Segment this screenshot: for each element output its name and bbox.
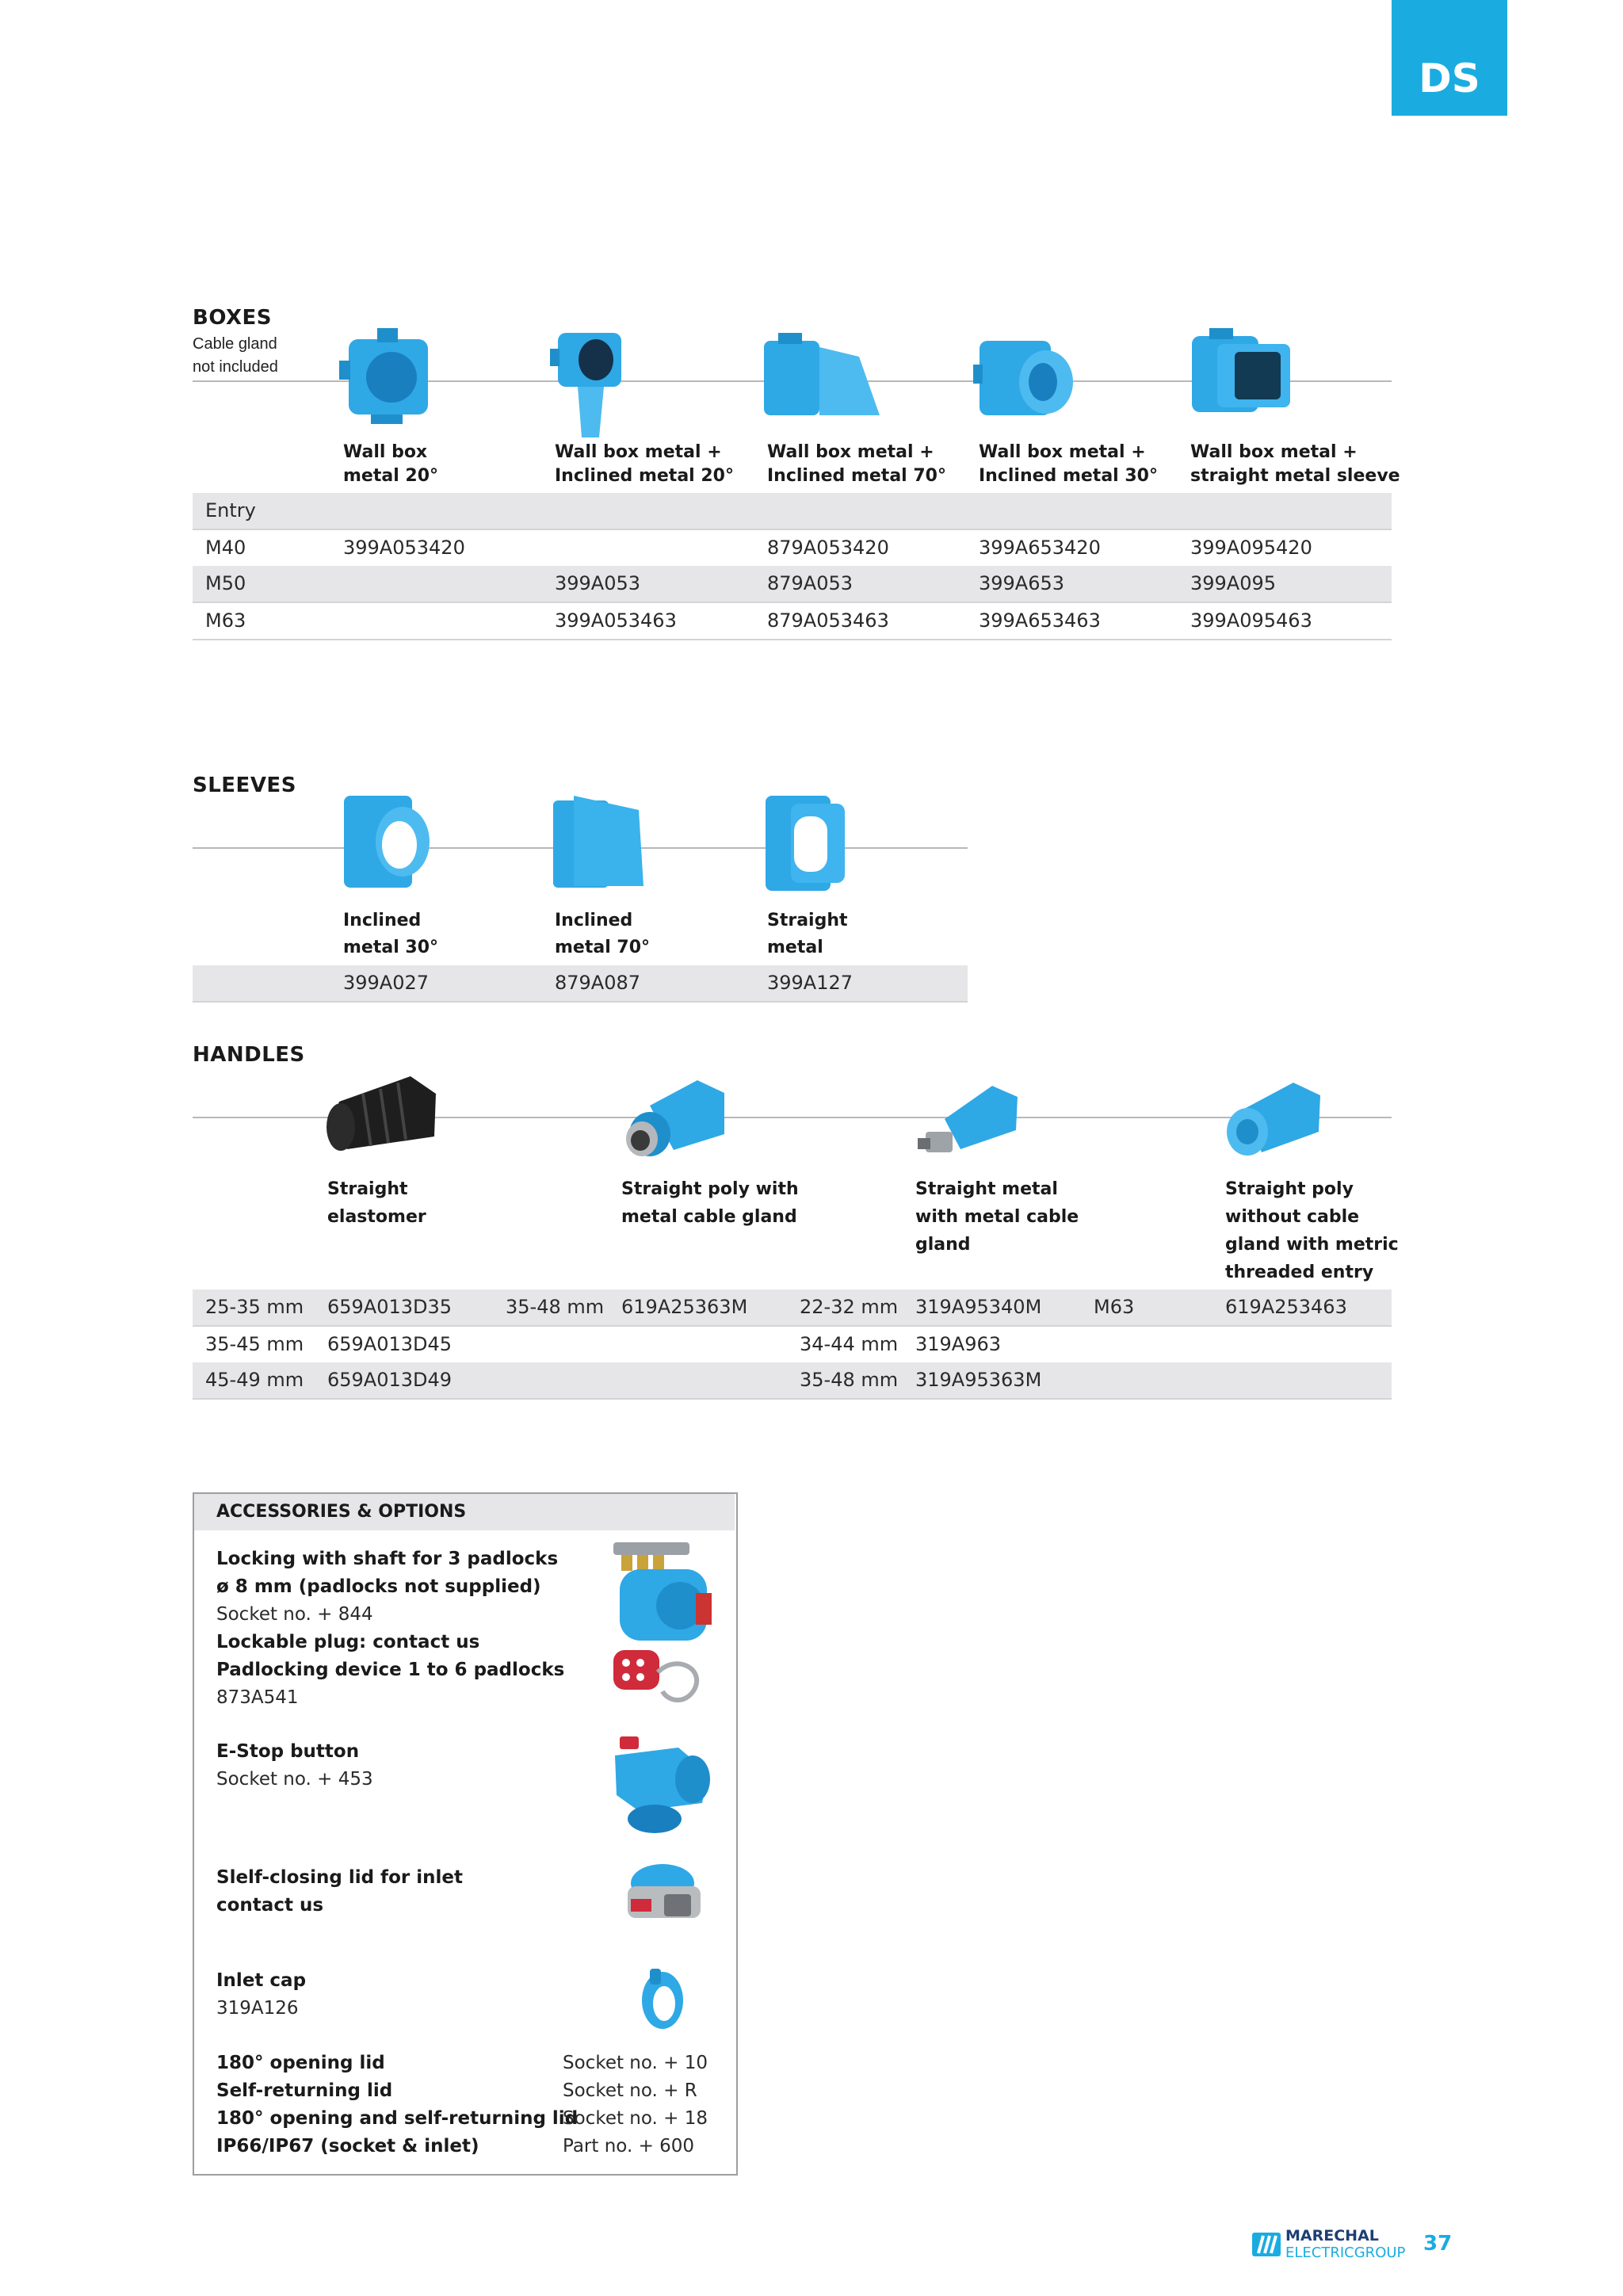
locking-code: Socket no. + 844 xyxy=(216,1604,373,1625)
locking-detail: ø 8 mm (padlocks not supplied) xyxy=(216,1576,541,1597)
table-cell: 879A053463 xyxy=(767,609,889,632)
option-label: IP66/IP67 (socket & inlet) xyxy=(216,2136,479,2157)
page-number: 37 xyxy=(1423,2232,1453,2256)
option-label: Self-returning lid xyxy=(216,2080,393,2101)
option-value: Part no. + 600 xyxy=(563,2136,695,2157)
inlet-cap-image xyxy=(634,1966,689,2041)
table-cell: 399A053463 xyxy=(555,609,677,632)
handle-poly-no-gland-image xyxy=(1222,1076,1325,1159)
table-cell: 45-49 mm xyxy=(205,1369,304,1391)
padlocking-device-code: 873A541 xyxy=(216,1687,299,1708)
boxes-title: BOXES xyxy=(193,306,273,330)
table-cell: 619A25363M xyxy=(621,1296,748,1318)
table-cell: 35-45 mm xyxy=(205,1333,304,1355)
table-cell: 34-44 mm xyxy=(800,1333,899,1355)
table-row xyxy=(193,1362,1392,1398)
table-cell: 319A963 xyxy=(915,1333,1002,1355)
handles-col-1-header: Straight elastomer xyxy=(327,1179,426,1227)
option-value: Socket no. + 10 xyxy=(563,2053,708,2073)
table-row xyxy=(193,603,1392,639)
table-cell: 399A095420 xyxy=(1190,537,1312,559)
entry-header: Entry xyxy=(205,499,256,521)
table-cell: M50 xyxy=(205,572,246,594)
table-cell: 399A095 xyxy=(1190,572,1277,594)
table-row xyxy=(193,965,968,1001)
table-cell: 35-48 mm xyxy=(800,1369,899,1391)
sleeve-inclined-30-image xyxy=(341,793,436,892)
table-cell: 399A095463 xyxy=(1190,609,1312,632)
boxes-note xyxy=(193,333,278,379)
sleeve-inclined-70-image xyxy=(550,793,649,892)
option-value: Socket no. + 18 xyxy=(563,2108,708,2129)
table-cell: 659A013D35 xyxy=(327,1296,453,1318)
table-cell: 319A95363M xyxy=(915,1369,1042,1391)
boxes-col-2-header: Wall box metal + Inclined metal 20° xyxy=(555,442,734,486)
options-values xyxy=(563,2050,708,2160)
table-row xyxy=(193,566,1392,602)
sleeves-col-2-header: Inclined metal 70° xyxy=(555,911,651,957)
boxes-note-line1: Cable gland xyxy=(193,335,277,353)
sleeve-straight-image xyxy=(762,793,850,896)
self-closing-lid-image xyxy=(615,1859,710,1931)
table-cell: M40 xyxy=(205,537,246,559)
sleeves-col-3-header: Straight metal xyxy=(767,911,848,957)
table-cell: M63 xyxy=(205,609,246,632)
estop-code: Socket no. + 453 xyxy=(216,1769,373,1790)
handle-elastomer-image xyxy=(323,1070,442,1157)
self-closing-lid-contact: contact us xyxy=(216,1895,324,1916)
table-cell: 399A053420 xyxy=(343,537,465,559)
handles-title: HANDLES xyxy=(193,1043,305,1067)
table-cell: 879A053420 xyxy=(767,537,889,559)
estop-title: E-Stop button xyxy=(216,1741,360,1762)
self-closing-lid-option xyxy=(216,1864,463,1920)
option-value: Socket no. + R xyxy=(563,2080,697,2101)
marechal-logo-mark xyxy=(1252,2231,1281,2258)
estop-option xyxy=(216,1738,373,1794)
handle-metal-gland-image xyxy=(913,1079,1024,1163)
estop-socket-image xyxy=(607,1732,718,1839)
handles-table xyxy=(193,1289,1392,1400)
table-cell: 25-35 mm xyxy=(205,1296,304,1318)
sleeves-title: SLEEVES xyxy=(193,774,296,797)
inlet-cap-option xyxy=(216,1967,306,2023)
table-cell: 399A653463 xyxy=(979,609,1101,632)
padlocking-device-image xyxy=(605,1637,708,1709)
wall-box-image xyxy=(339,325,442,432)
boxes-col-1-header: Wall box metal 20° xyxy=(343,442,439,486)
accessories-title: ACCESSORIES & OPTIONS xyxy=(194,1494,735,1530)
table-cell: 399A653420 xyxy=(979,537,1101,559)
lockable-plug-label: Lockable plug: contact us xyxy=(216,1632,480,1652)
section-tab-ds: DS xyxy=(1392,0,1507,116)
wall-box-straight-sleeve-image xyxy=(1186,328,1296,419)
brand-name: MARECHAL xyxy=(1285,2227,1379,2244)
boxes-note-line2: not included xyxy=(193,358,278,376)
wall-box-inclined-20-image xyxy=(550,325,637,444)
boxes-col-5-header: Wall box metal + straight metal sleeve xyxy=(1190,442,1400,486)
sleeves-col-1-header: Inclined metal 30° xyxy=(343,911,439,957)
option-label: 180° opening and self-returning lid xyxy=(216,2108,579,2129)
handle-poly-metal-gland-image xyxy=(618,1074,729,1161)
handles-col-3-header: Straight metal with metal cable gland xyxy=(915,1179,1079,1255)
table-cell: 399A027 xyxy=(343,972,430,994)
table-cell: 22-32 mm xyxy=(800,1296,899,1318)
table-row xyxy=(193,1289,1392,1325)
table-cell: 35-48 mm xyxy=(506,1296,605,1318)
boxes-col-3-header: Wall box metal + Inclined metal 70° xyxy=(767,442,946,486)
options-list xyxy=(216,2050,578,2160)
table-cell: 659A013D45 xyxy=(327,1333,453,1355)
boxes-table xyxy=(193,493,1392,640)
option-label: 180° opening lid xyxy=(216,2053,385,2073)
locking-option xyxy=(216,1545,564,1712)
marechal-logo xyxy=(1252,2227,1405,2261)
padlocking-device-label: Padlocking device 1 to 6 padlocks xyxy=(216,1660,565,1680)
table-cell: 659A013D49 xyxy=(327,1369,453,1391)
table-cell: 399A653 xyxy=(979,572,1065,594)
table-cell: 619A253463 xyxy=(1225,1296,1347,1318)
table-row xyxy=(193,1327,1392,1362)
inlet-cap-code: 319A126 xyxy=(216,1998,299,2019)
self-closing-lid-title: Slelf-closing lid for inlet xyxy=(216,1867,463,1888)
table-row xyxy=(193,530,1392,566)
table-row xyxy=(193,493,1392,529)
table-cell: 879A053 xyxy=(767,572,854,594)
handles-col-2-header: Straight poly with metal cable gland xyxy=(621,1179,799,1227)
table-cell: 399A053 xyxy=(555,572,641,594)
brand-subtitle: ELECTRICGROUP xyxy=(1285,2244,1406,2261)
locking-title: Locking with shaft for 3 padlocks xyxy=(216,1549,559,1569)
table-cell: 399A127 xyxy=(767,972,854,994)
table-cell: M63 xyxy=(1094,1296,1135,1318)
wall-box-inclined-30-image xyxy=(973,333,1084,420)
handles-col-4-header: Straight poly without cable gland with metric threaded entry xyxy=(1225,1179,1399,1282)
inlet-cap-title: Inlet cap xyxy=(216,1970,307,1991)
table-cell: 879A087 xyxy=(555,972,641,994)
table-cell: 319A95340M xyxy=(915,1296,1042,1318)
boxes-col-4-header: Wall box metal + Inclined metal 30° xyxy=(979,442,1158,486)
wall-box-inclined-70-image xyxy=(762,333,881,420)
